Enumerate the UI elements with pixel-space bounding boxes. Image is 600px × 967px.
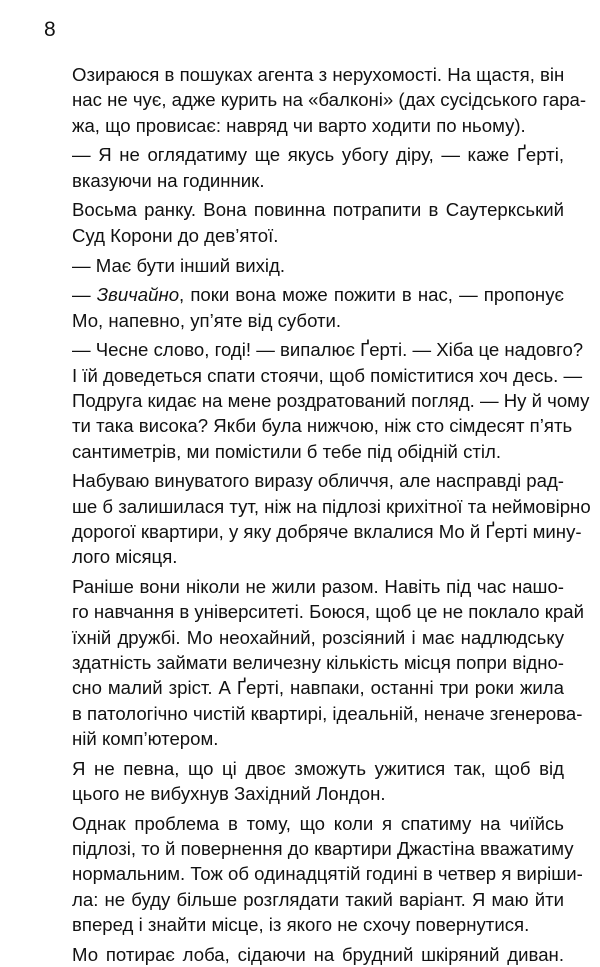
body-text bbox=[72, 62, 591, 967]
page-number: 8 bbox=[44, 18, 56, 41]
text-line: ти така висока? Якби була нижчою, ніж сто сімдесят п’ять bbox=[72, 415, 573, 437]
paragraph bbox=[72, 197, 564, 248]
text-line: здатність займати величезну кількість місця попри відно- bbox=[72, 652, 564, 674]
text-line: ній комп’ютером. bbox=[72, 727, 219, 749]
text-line: го навчання в університеті. Боюся, щоб це не поклало край bbox=[72, 601, 584, 623]
text-line: сантиметрів, ми помістили б тебе під обідній стіл. bbox=[72, 440, 502, 462]
text-line: нормальним. Тож об одинадцятій годині в четвер я виріши- bbox=[72, 863, 583, 885]
paragraph bbox=[72, 337, 590, 463]
text-line: їхній дружбі. Мо неохайний, розсіяний і має надлюдську bbox=[72, 626, 564, 648]
text-line: лого місяця. bbox=[72, 546, 178, 568]
text-line: Восьма ранку. Вона повинна потрапити в Саутеркський bbox=[72, 199, 564, 221]
paragraph bbox=[72, 756, 564, 807]
text-line: Мо потирає лоба, сідаючи на брудний шкіряний диван. bbox=[72, 943, 564, 965]
paragraph bbox=[72, 253, 564, 278]
paragraph bbox=[72, 282, 564, 333]
text-line: Набуваю винуватого виразу обличчя, але насправді рад- bbox=[72, 470, 564, 492]
text-line: — Чесне слово, годі! — випалює Ґерті. — Хіба це надовго? bbox=[72, 339, 584, 361]
text-line: вказуючи на годинник. bbox=[72, 169, 265, 191]
paragraph bbox=[72, 574, 584, 751]
text-line: в патологічно чистій квартирі, ідеальній, неначе згенерова- bbox=[72, 702, 583, 724]
text-line: Мо, напевно, уп’яте від суботи. bbox=[72, 309, 342, 331]
text-line: Суд Корони до дев’ятої. bbox=[72, 224, 279, 246]
text-line: Раніше вони ніколи не жили разом. Навіть під час нашо- bbox=[72, 576, 564, 598]
text-line: Озираюся в пошуках агента з нерухомості. На щастя, він bbox=[72, 64, 565, 85]
paragraph bbox=[72, 942, 564, 967]
text-line: підлозі, то й повернення до квартири Джастіна вважатиму bbox=[72, 838, 574, 860]
paragraph bbox=[72, 142, 564, 193]
text-line: — Я не оглядатиму ще якусь убогу діру, — каже Ґерті, bbox=[72, 144, 564, 166]
text-line: ла: не буду більше розглядати такий варіант. Я маю йти bbox=[72, 888, 564, 910]
text-line: ше б залишилася тут, ніж на підлозі крихітної та неймовірно bbox=[72, 495, 591, 517]
emphasized-word: Звичайно bbox=[96, 284, 180, 306]
text-line: Подруга кидає на мене роздратований погляд. — Ну й чому bbox=[72, 390, 590, 412]
text-line: Я не певна, що ці двоє зможуть ужитися так, щоб від bbox=[72, 757, 564, 779]
text-line: дорогої квартири, у яку добряче вклалися Мо й Ґерті мину- bbox=[72, 521, 582, 543]
text-line: — Має бути інший вихід. bbox=[72, 254, 286, 276]
paragraph bbox=[72, 468, 591, 569]
text-line: Однак проблема в тому, що коли я спатиму на чиїйсь bbox=[72, 812, 564, 834]
text-line: жа, що провисає: навряд чи варто ходити по ньому). bbox=[72, 114, 526, 136]
text-line: сно малий зріст. А Ґерті, навпаки, останні три роки жила bbox=[72, 677, 564, 699]
text-line: вперед і знайти місце, із якого не схочу повернутися. bbox=[72, 914, 530, 935]
text-line: цього не вибухнув Західний Лондон. bbox=[72, 783, 386, 805]
paragraph bbox=[72, 62, 587, 138]
text-line: — Звичайно, поки вона може пожити в нас, — пропонує bbox=[72, 284, 564, 306]
text-line: І їй доведеться спати стоячи, щоб поміститися хоч десь. — bbox=[72, 364, 583, 386]
paragraph bbox=[72, 811, 583, 937]
text-line: нас не чує, адже курить на «балконі» (дах сусідського гара- bbox=[72, 89, 587, 111]
